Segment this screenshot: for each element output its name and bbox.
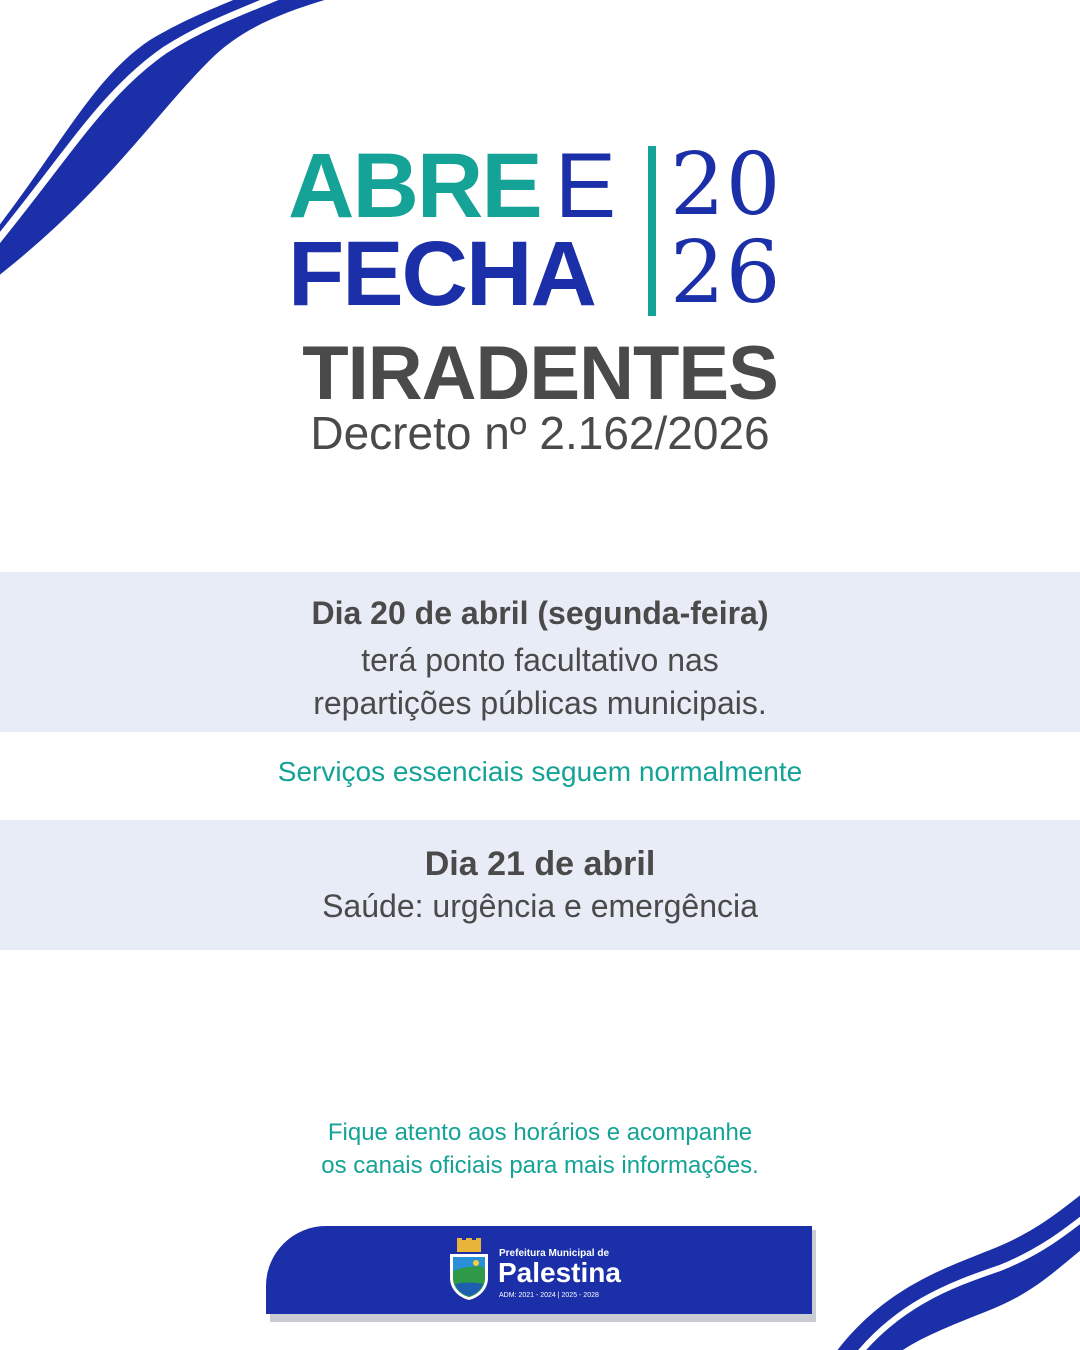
title-divider	[648, 146, 656, 316]
notice-2-title: Dia 21 de abril	[424, 845, 656, 883]
title-abre: ABRE	[288, 135, 541, 237]
decree-number: Decreto nº 2.162/2026	[310, 407, 770, 459]
holiday-name: TIRADENTES	[302, 331, 778, 416]
notice-1-line-2: terá ponto facultativo nas	[361, 642, 719, 678]
logo-subtitle: Prefeitura Municipal de	[499, 1248, 610, 1259]
logo-city-name: Palestina	[498, 1257, 621, 1288]
footer-note-line-2: os canais oficiais para mais informações.	[321, 1152, 759, 1179]
notice-1-line-3: repartições públicas municipais.	[313, 685, 767, 721]
notice-2-line-2: Saúde: urgência e emergência	[322, 888, 758, 924]
title-e: E	[554, 135, 617, 237]
footer-note-line-1: Fique atento aos horários e acompanhe	[327, 1119, 753, 1146]
notice-1-title: Dia 20 de abril (segunda-feira)	[311, 595, 769, 631]
essential-services-note: Serviços essenciais seguem normalmente	[277, 756, 803, 787]
logo-administration-years: ADM: 2021 - 2024 | 2025 - 2028	[499, 1292, 599, 1299]
title-line-1	[288, 135, 617, 237]
year-top: 20	[670, 135, 782, 235]
year-bottom: 26	[670, 223, 782, 323]
city-crest-icon	[444, 1238, 494, 1304]
title-fecha: FECHA	[288, 223, 595, 325]
